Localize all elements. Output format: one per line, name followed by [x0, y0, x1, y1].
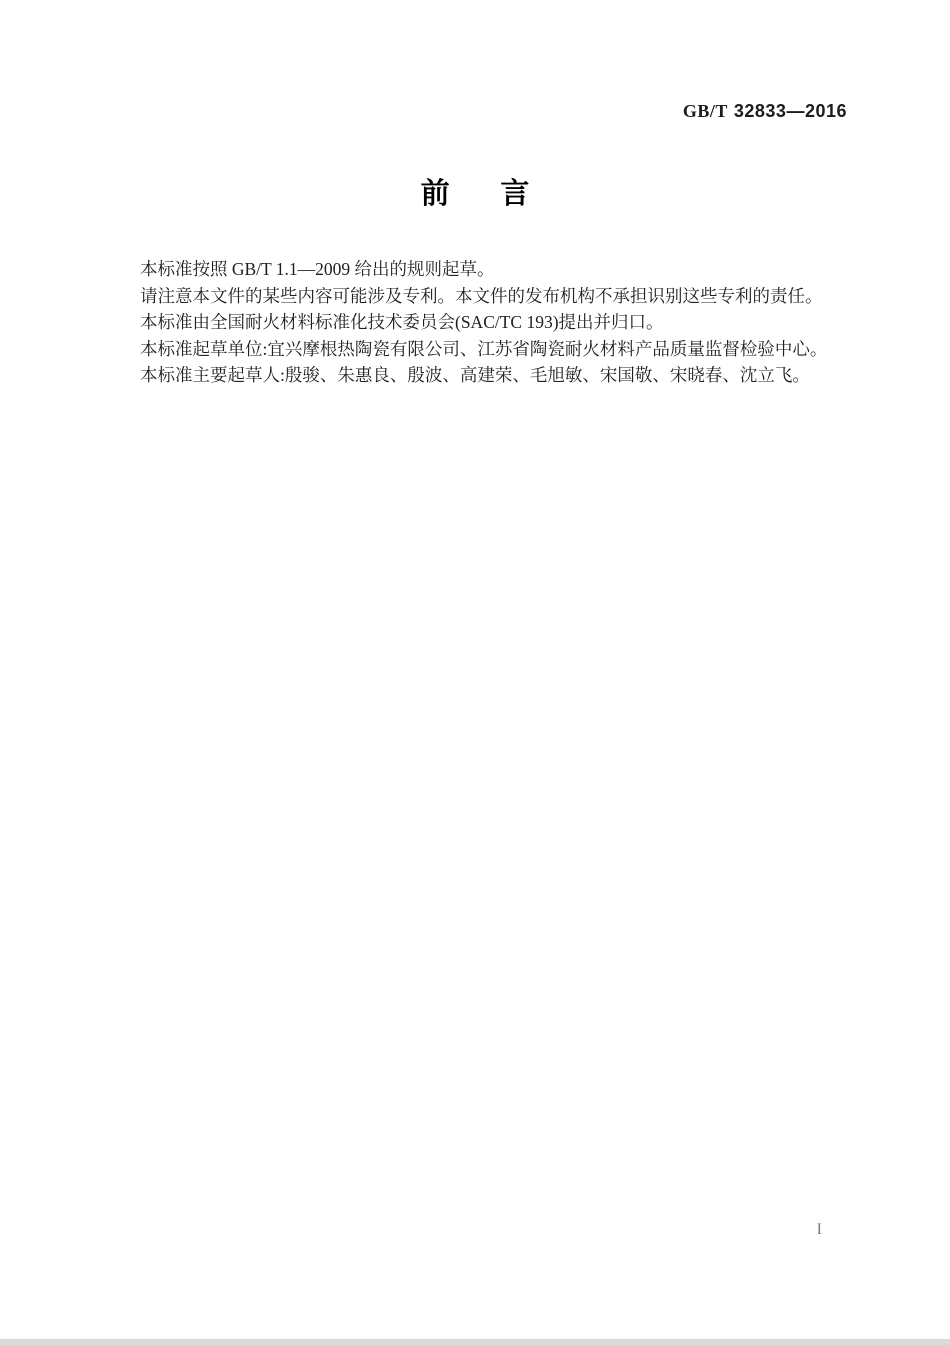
standard-code-number: 32833—2016 [733, 101, 847, 121]
foreword-paragraphs [140, 256, 850, 389]
foreword-paragraph: 本标准按照 GB/T 1.1—2009 给出的规则起草。 [140, 259, 495, 279]
foreword-paragraph: 本标准起草单位:宜兴摩根热陶瓷有限公司、江苏省陶瓷耐火材料产品质量监督检验中心。 [140, 338, 828, 359]
foreword-paragraph: 本标准由全国耐火材料标准化技术委员会(SAC/TC 193)提出并归口。 [140, 312, 664, 332]
foreword-paragraph: 本标准主要起草人:殷骏、朱惠良、殷波、高建荣、毛旭敏、宋国敬、宋晓春、沈立飞。 [140, 365, 810, 385]
standard-code [0, 101, 847, 122]
standard-code-prefix: GB/T [682, 101, 728, 121]
scan-bottom-edge [0, 1339, 950, 1345]
foreword-paragraph: 请注意本文件的某些内容可能涉及专利。本文件的发布机构不承担识别这些专利的责任。 [140, 285, 823, 306]
page-number: I [816, 1221, 822, 1238]
page-title: 前言 [420, 176, 581, 210]
